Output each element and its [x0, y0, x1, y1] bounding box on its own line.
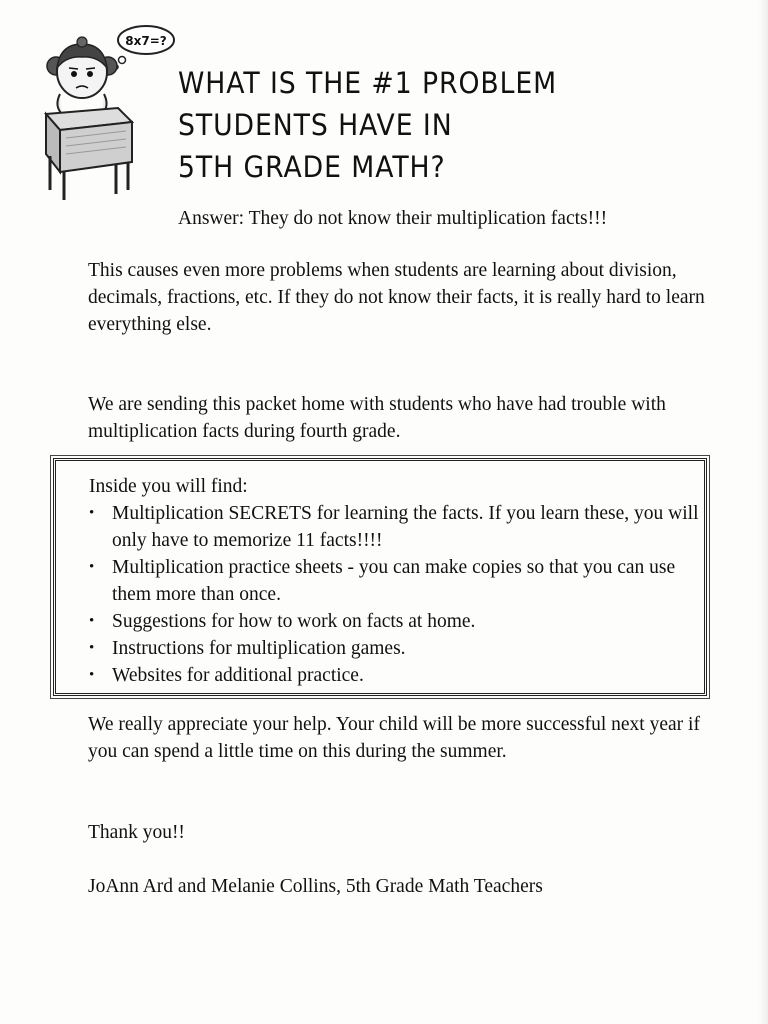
signature-text: JoAnn Ard and Melanie Collins, 5th Grade Math Teachers	[88, 876, 543, 897]
scan-edge-shadow	[758, 0, 768, 1024]
contents-intro: Inside you will find:	[89, 476, 248, 497]
thought-bubble-text: 8x7=?	[125, 34, 167, 48]
list-item: • Suggestions for how to work on facts at home.	[89, 608, 699, 635]
contents-box	[53, 458, 707, 696]
title-line-2: STUDENTS HAVE IN	[178, 108, 453, 142]
thank-you-text: Thank you!!	[88, 822, 185, 843]
packet-paragraph: We are sending this packet home with students who have had trouble with multiplication facts during fourth grade.	[88, 394, 666, 442]
list-item: • Instructions for multiplication games.	[89, 635, 699, 662]
title-line-1: WHAT IS THE #1 PROBLEM	[178, 66, 558, 100]
appreciation-paragraph: We really appreciate your help. Your child will be more successful next year if you can spend a little time on this during the summer.	[88, 714, 700, 762]
list-item: • Multiplication SECRETS for learning the facts. If you learn these, you will only have to memorize 11 facts!!!!	[89, 500, 699, 554]
contents-list	[89, 500, 699, 689]
list-item: • Websites for additional practice.	[89, 662, 699, 689]
girl-at-desk-icon	[36, 22, 176, 202]
page-title	[178, 62, 693, 188]
answer-text: Answer: They do not know their multiplication facts!!!	[178, 208, 608, 229]
problem-paragraph: This causes even more problems when students are learning about division, decimals, fractions, etc. If they do not know their facts, it is really hard to learn everything else.	[88, 260, 705, 335]
title-line-3: 5TH GRADE MATH?	[178, 150, 446, 184]
list-item: • Multiplication practice sheets - you can make copies so that you can use them more than once.	[89, 554, 699, 608]
